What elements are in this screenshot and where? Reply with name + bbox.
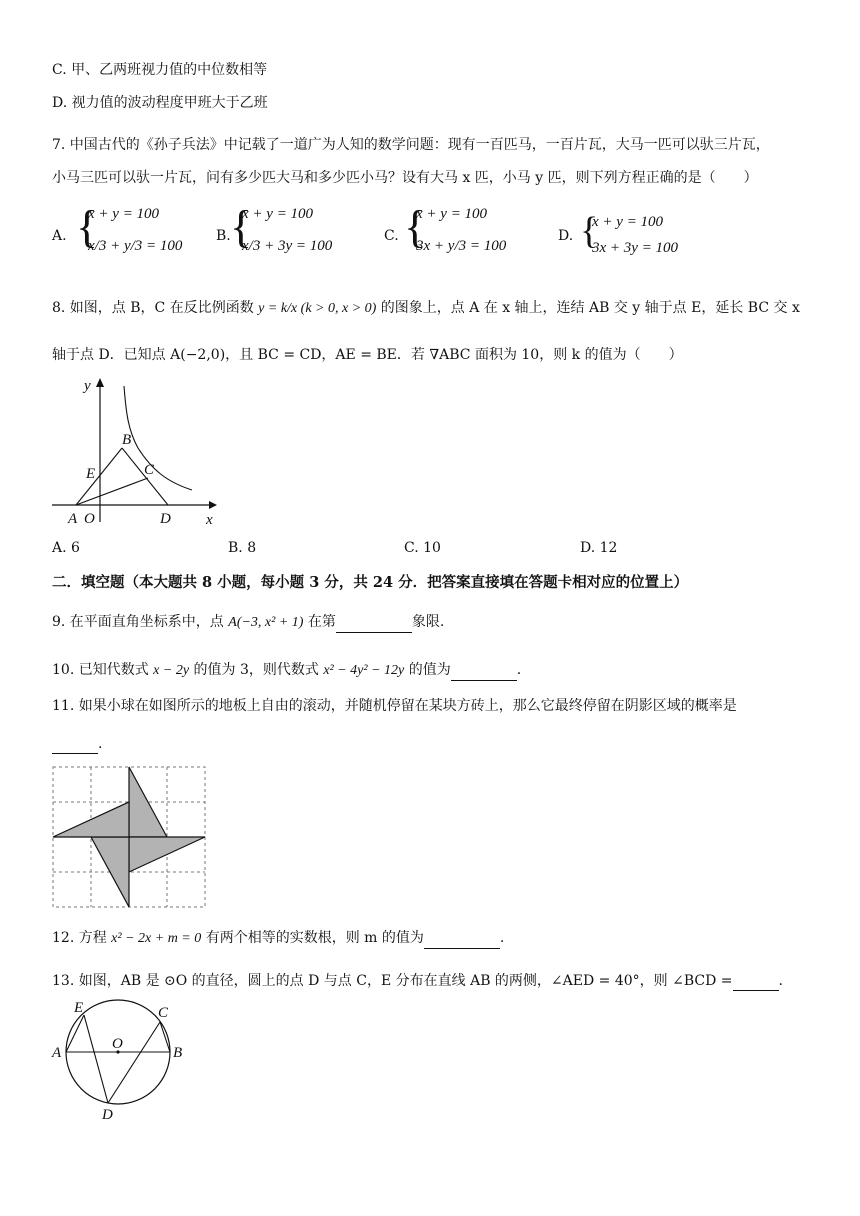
q10-expr1: x − 2y <box>153 663 190 678</box>
q8-option-a: A. 6 <box>52 540 80 556</box>
q6-option-c: C. 甲、乙两班视力值的中位数相等 <box>52 62 268 78</box>
q7-option-a-eq1: x + y = 100 <box>88 206 160 222</box>
q9-text <box>52 612 444 633</box>
q8-label-x: x <box>206 512 213 528</box>
q13-text-a: 13. 如图， <box>52 973 121 989</box>
q13-label-o: O <box>112 1036 123 1052</box>
q8-label-y: y <box>84 378 91 394</box>
q13-circle-figure <box>46 998 196 1124</box>
q11-shaded-region <box>53 767 205 907</box>
q9-answer-blank[interactable] <box>336 618 412 633</box>
q8-option-b: B. 8 <box>228 540 257 556</box>
q8-label-e: E <box>86 466 96 482</box>
q11-answer-blank[interactable] <box>52 739 98 754</box>
q7-option-a-label: A. <box>52 228 67 244</box>
q8-text-line2: 轴于点 D．已知点 A(−2,0)，且 BC = CD，AE = BE．若 ∇ABC 面积为 10，则 k 的值为（ ） <box>52 347 683 363</box>
q13-label-e: E <box>74 1000 84 1016</box>
q12-text-b: 有两个相等的实数根，则 m 的值为 <box>205 930 424 946</box>
q9-text-a: 9. 在平面直角坐标系中，点 <box>52 614 224 630</box>
q10-text-d: . <box>516 662 522 678</box>
q7-text-line1: 7. 中国古代的《孙子兵法》中记载了一道广为人知的数学问题：现有一百匹马，一百片瓦，大马一匹可以驮三片瓦， <box>52 137 770 153</box>
q8-y-arrow <box>96 378 104 387</box>
q11-text-line1: 11. 如果小球在如图所示的地板上自由的滚动，并随机停留在某块方砖上，那么它最终停留在阴影区域的概率是 <box>52 698 737 714</box>
q8-option-c: C. 10 <box>404 540 441 556</box>
q13-label-c: C <box>158 1005 169 1021</box>
q8-label-o: O <box>84 511 95 527</box>
q10-expr2: x² − 4y² − 12y <box>323 663 405 678</box>
q8-hyperbola <box>124 386 192 490</box>
q8-label-b: B <box>122 432 132 448</box>
q7-option-d-system: { x + y = 100 3x + 3y = 100 <box>580 210 679 256</box>
q13-line-cb <box>160 1022 170 1052</box>
section-2-heading: 二．填空题（本大题共 8 小题，每小题 3 分，共 24 分．把答案直接填在答题卡相对应的位置上） <box>52 574 689 591</box>
q13-label-a: A <box>52 1045 62 1061</box>
q11-text-line2 <box>52 734 102 754</box>
q10-text-c: 的值为 <box>408 662 451 678</box>
q13-answer-blank[interactable] <box>733 976 779 991</box>
q12-text <box>52 928 504 949</box>
q8-option-d: D. 12 <box>580 540 618 556</box>
q6-option-d: D. 视力值的波动程度甲班大于乙班 <box>52 95 268 111</box>
q13-text-c: . <box>778 973 783 989</box>
q7-option-d-eq1: x + y = 100 <box>592 214 664 230</box>
q13-text-b: AB 是 ⊙O 的直径，圆上的点 D 与点 C，E 分布在直线 AB 的两侧，∠AED = 40°，则 ∠BCD = <box>120 973 733 989</box>
q7-option-d-eq2: 3x + 3y = 100 <box>592 240 679 256</box>
q7-option-a-eq2: x/3 + y/3 = 100 <box>88 238 183 254</box>
q7-option-b-system: { x + y = 100 x/3 + 3y = 100 <box>230 201 333 254</box>
q7-option-b-label: B. <box>216 228 231 244</box>
q8-figure <box>52 372 232 532</box>
q11-tile-figure <box>52 766 208 908</box>
q7-option-c-label: C. <box>384 228 399 244</box>
q13-line-ed <box>84 1015 108 1103</box>
q13-label-d: D <box>102 1107 113 1123</box>
q7-option-a-system: { x + y = 100 x/3 + y/3 = 100 <box>76 201 183 254</box>
q8-function: y = k/x (k > 0, x > 0) <box>258 301 377 316</box>
q7-option-b-eq2: x/3 + 3y = 100 <box>242 238 333 254</box>
q12-equation: x² − 2x + m = 0 <box>111 931 202 946</box>
q13-text <box>52 971 783 991</box>
q8-text-a: 8. 如图，点 B，C 在反比例函数 <box>52 300 254 316</box>
q7-option-c-system: { x + y = 100 3x + y/3 = 100 <box>404 201 507 254</box>
q8-x-arrow <box>209 501 217 509</box>
q9-text-c: 象限. <box>411 614 445 630</box>
q9-point: A(−3, x² + 1) <box>228 615 304 630</box>
q10-text <box>52 660 521 681</box>
q13-line-ae <box>66 1015 84 1052</box>
q12-text-c: . <box>499 930 505 946</box>
q7-option-c-eq2: 3x + y/3 = 100 <box>416 238 507 254</box>
q11-text-end: . <box>98 736 103 752</box>
q9-text-b: 在第 <box>307 614 336 630</box>
q10-text-b: 的值为 3，则代数式 <box>193 662 319 678</box>
q7-text-line2: 小马三匹可以驮一片瓦，问有多少匹大马和多少匹小马？设有大马 x 匹，小马 y 匹，则下列方程正确的是（ ） <box>52 170 758 186</box>
q8-label-a: A <box>68 511 78 527</box>
q7-option-c-eq1: x + y = 100 <box>416 206 488 222</box>
q7-option-d-label: D. <box>558 228 574 244</box>
q8-text-line1 <box>52 298 800 319</box>
q7-option-b-eq1: x + y = 100 <box>242 206 314 222</box>
q12-answer-blank[interactable] <box>424 934 500 949</box>
q8-label-c: C <box>144 462 155 478</box>
q10-answer-blank[interactable] <box>451 666 517 681</box>
q12-text-a: 12. 方程 <box>52 930 107 946</box>
q8-text-b: 的图象上，点 A 在 x 轴上，连结 AB 交 y 轴于点 E，延长 BC 交 x <box>380 300 800 316</box>
q13-label-b: B <box>173 1045 183 1061</box>
q10-text-a: 10. 已知代数式 <box>52 662 149 678</box>
q8-label-d: D <box>160 511 171 527</box>
